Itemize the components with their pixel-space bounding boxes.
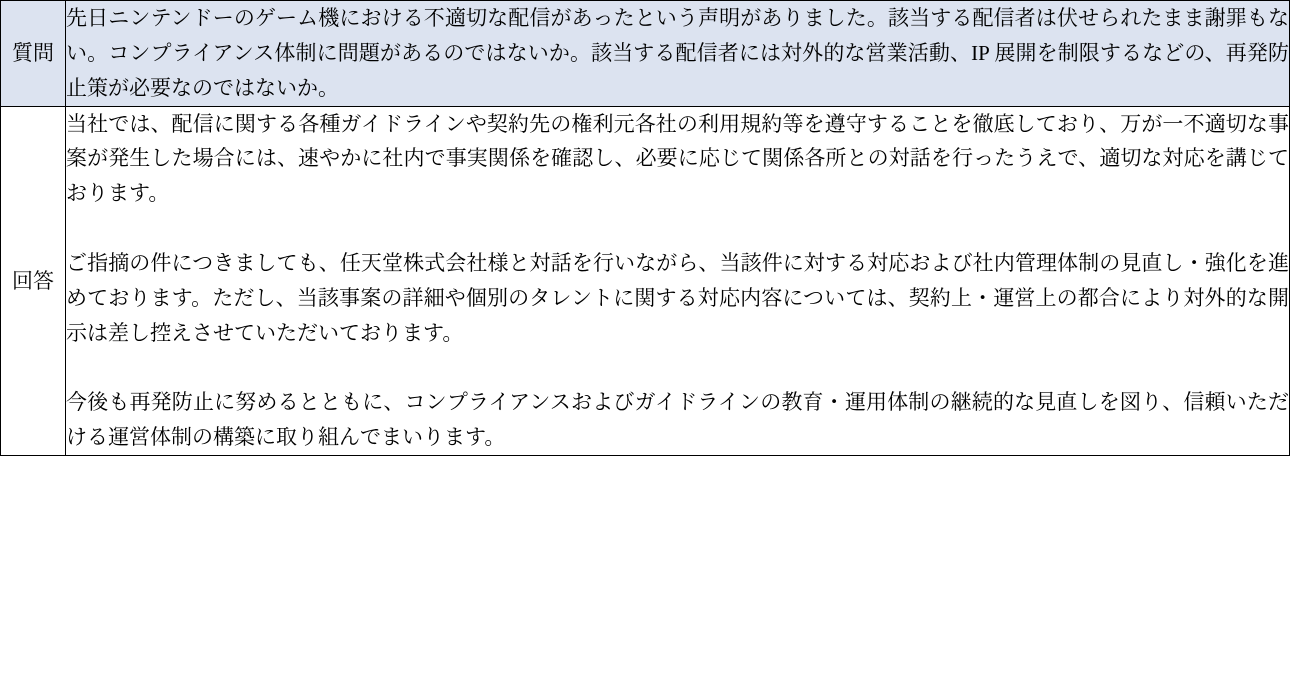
answer-label: 回答	[1, 106, 66, 456]
question-paragraph: 先日ニンテンドーのゲーム機における不適切な配信があったという声明がありました。該当する配信者は伏せられたまま謝罪もない。コンプライアンス体制に問題があるのではないか。該当する配信者には対外的な営業活動、IP 展開を制限するなどの、再発防止策が必要なのではないか。	[66, 6, 1289, 100]
question-body	[66, 1, 1290, 107]
answer-paragraph-2: ご指摘の件につきましても、任天堂株式会社様と対話を行いながら、当該件に対する対応および社内管理体制の見直し・強化を進めております。ただし、当該事案の詳細や個別のタレントに関する対応内容については、契約上・運営上の都合により対外的な開示は差し控えさせていただいております。	[66, 251, 1289, 345]
answer-paragraph-1: 当社では、配信に関する各種ガイドラインや契約先の権利元各社の利用規約等を遵守することを徹底しており、万が一不適切な事案が発生した場合には、速やかに社内で事実関係を確認し、必要に応じて関係各所との対話を行ったうえで、適切な対応を講じております。	[66, 111, 1289, 206]
answer-paragraph-3: 今後も再発防止に努めるとともに、コンプライアンスおよびガイドラインの教育・運用体制の継続的な見直しを図り、信頼いただける運営体制の構築に取り組んでまいります。	[66, 390, 1289, 450]
question-label: 質問	[1, 1, 66, 107]
answer-body	[66, 106, 1290, 456]
table-row-question	[1, 1, 1290, 107]
table-row-answer	[1, 106, 1290, 456]
